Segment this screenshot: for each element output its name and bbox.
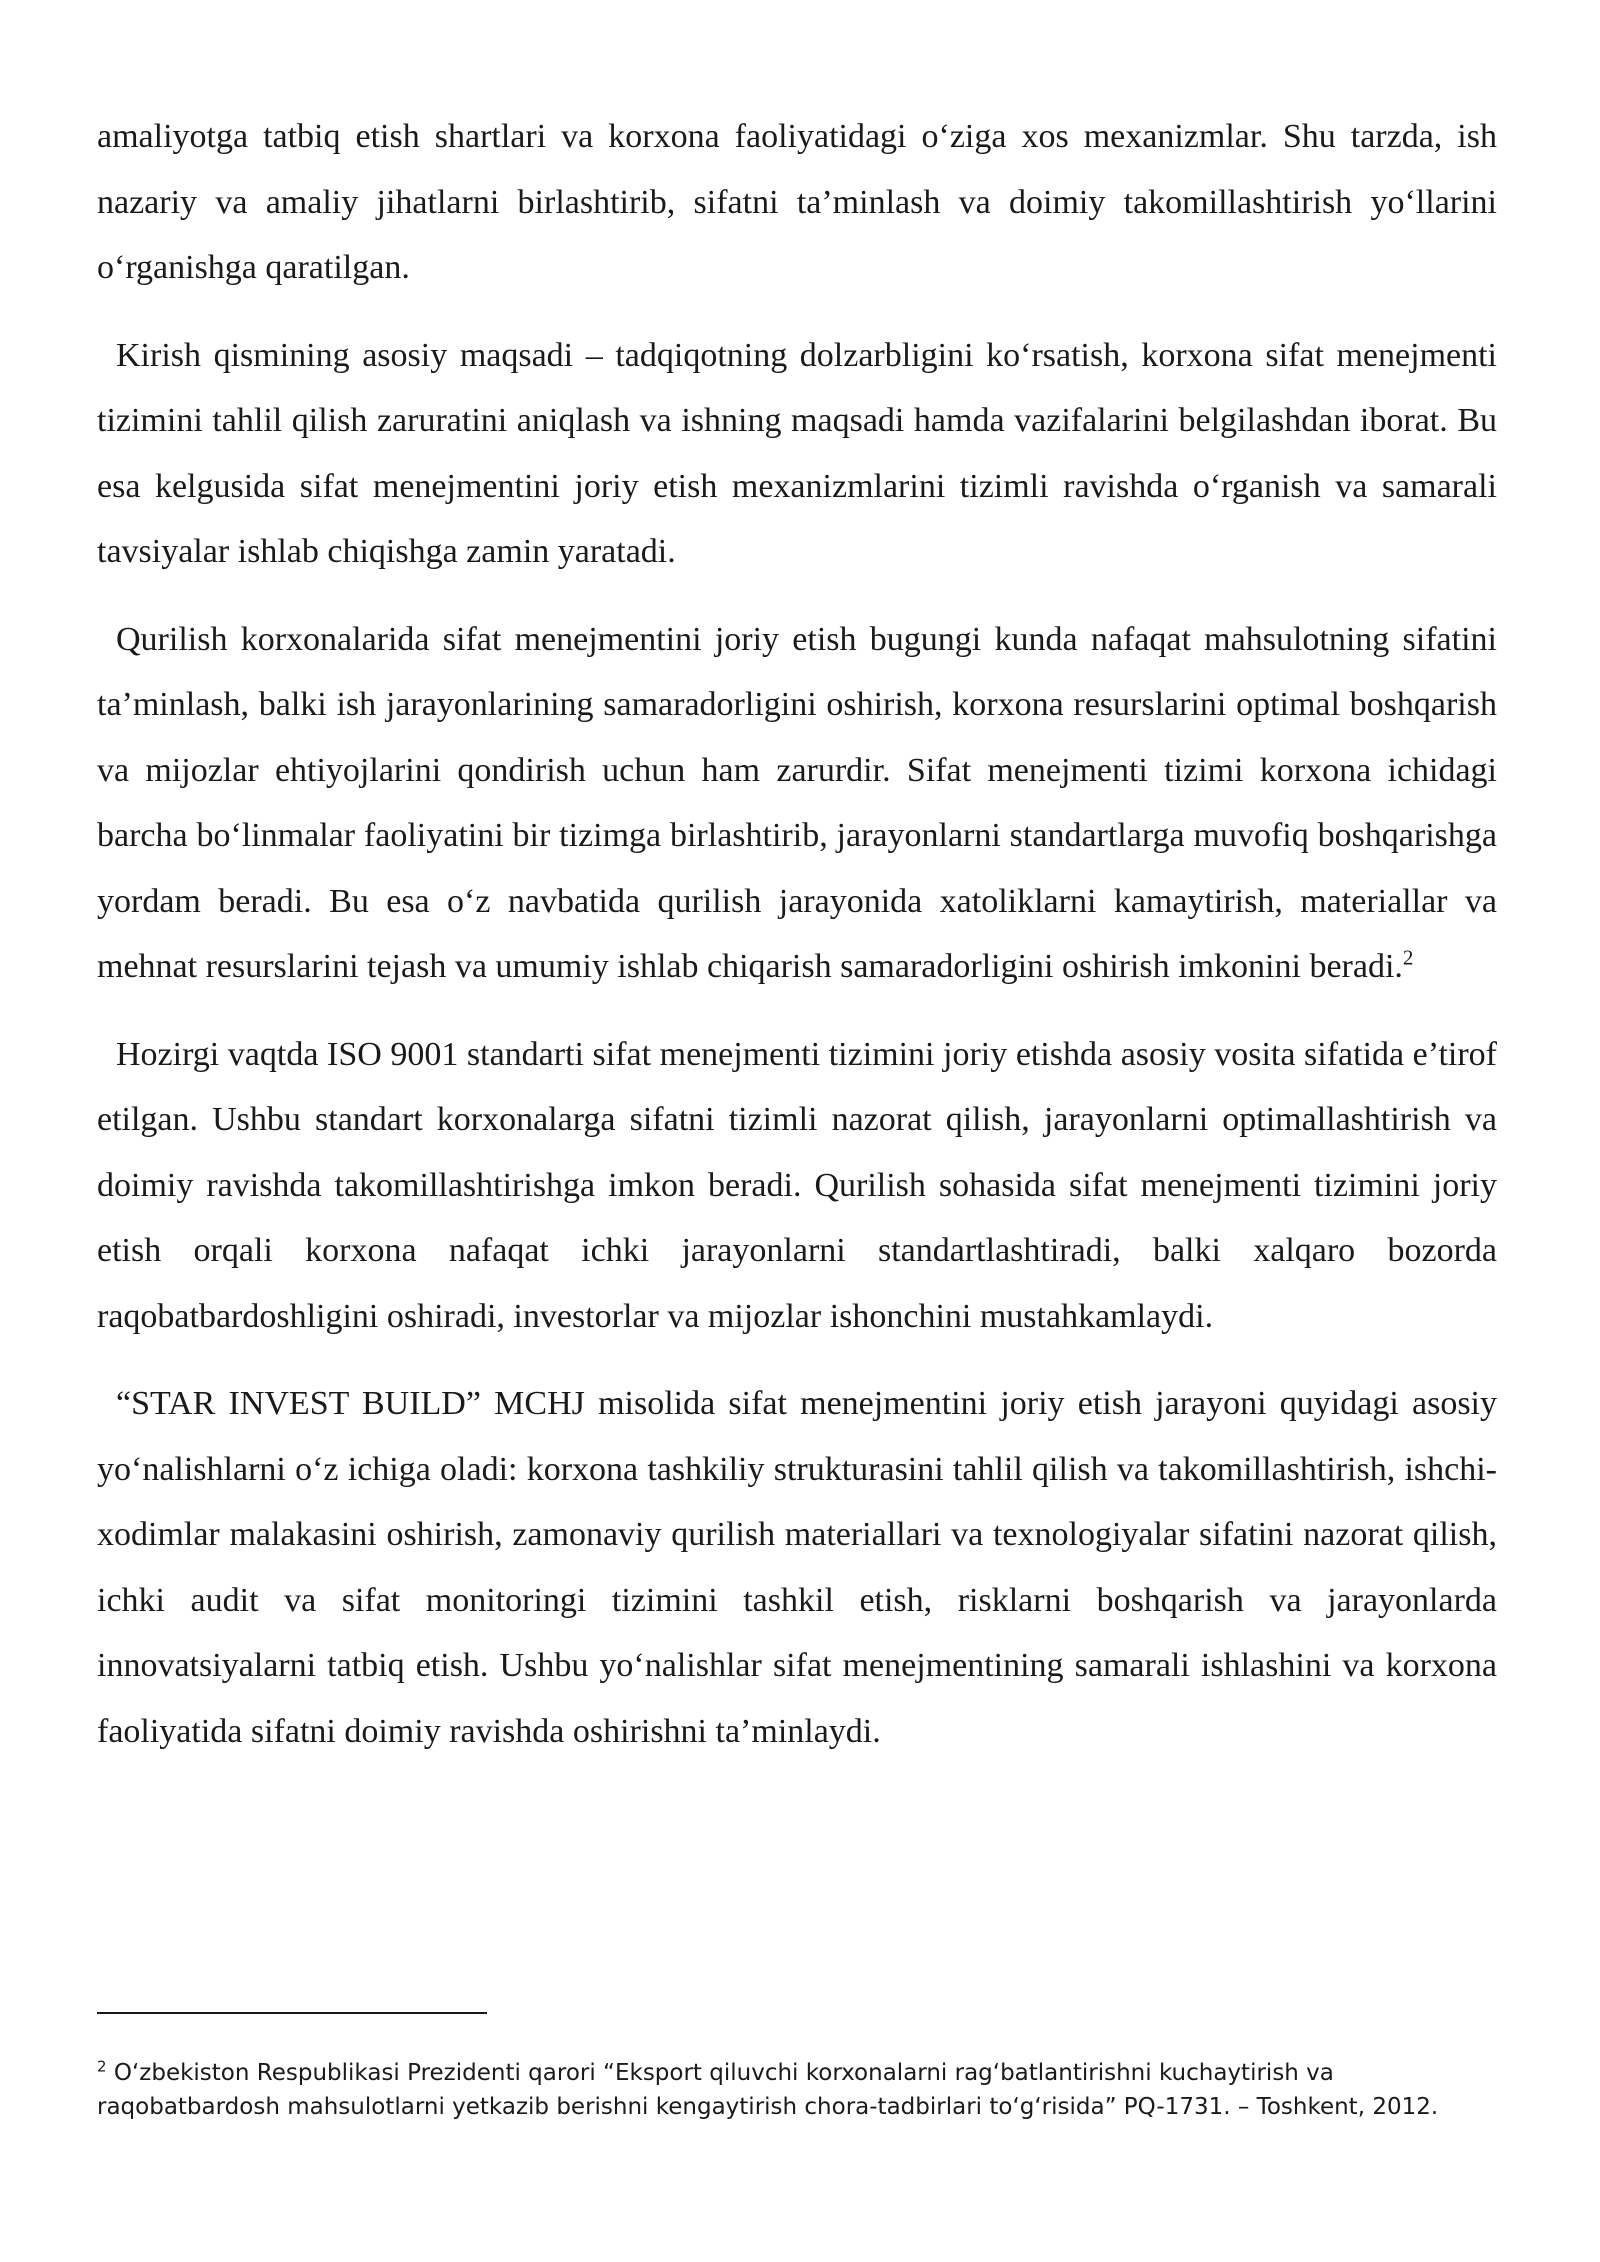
footnote-reference[interactable]: 2 [1402, 945, 1414, 970]
paragraph-4: Hozirgi vaqtda ISO 9001 standarti sifat menejmenti tizimini joriy etishda asosiy vosita sifatida e’tirof etilgan. Ushbu standart korxonalarga sifatni tizimli nazorat qilish, jarayonlarni optimallashtirish va doimiy ravishda takomillashtirishga imkon beradi. Qurilish sohasida sifat menejmenti tizimini joriy etish orqali korxona nafaqat ichki jarayonlarni standartlashtiradi, balki xalqaro bozorda raqobatbardoshligini oshiradi, investorlar va mijozlar ishonchini mustahkamlaydi. [97, 1035, 1497, 1335]
footnote-text: O‘zbekiston Respublikasi Prezidenti qarori “Eksport qiluvchi korxonalarni rag‘batlantirishni kuchaytirish va raqobatbardosh mahsulotlarni yetkazib berishni kengaytirish chora-tadbirlari to‘g‘risida” PQ-1731. – Toshkent, 2012. [97, 2060, 1439, 2120]
paragraph-3 [97, 607, 1497, 1000]
footnote-number: 2 [97, 2057, 107, 2076]
paragraph-2: Kirish qismining asosiy maqsadi – tadqiqotning dolzarbligini ko‘rsatish, korxona sifat menejmenti tizimini tahlil qilish zaruratini aniqlash va ishning maqsadi hamda vazifalarini belgilashdan iborat. Bu esa kelgusida sifat menejmentini joriy etish mexanizmlarini tizimli ravishda o‘rganish va samarali tavsiyalar ishlab chiqishga zamin yaratadi. [97, 336, 1497, 570]
footnote-separator [97, 2012, 487, 2014]
footnote [97, 2056, 1497, 2124]
document-body [97, 104, 1497, 1786]
paragraph-3-text: Qurilish korxonalarida sifat menejmentini joriy etish bugungi kunda nafaqat mahsulotning sifatini ta’minlash, balki ish jarayonlarining samaradorligini oshirish, korxona resurslarini optimal boshqarish va mijozlar ehtiyojlarini qondirish uchun ham zarurdir. Sifat menejmenti tizimi korxona ichidagi barcha bo‘linmalar faoliyatini bir tizimga birlashtirib, jarayonlarni standartlarga muvofiq boshqarishga yordam beradi. Bu esa o‘z navbatida qurilish jarayonida xatoliklarni kamaytirish, materiallar va mehnat resurslarini tejash va umumiy ishlab chiqarish samaradorligini oshirish imkonini beradi. [97, 620, 1497, 985]
paragraph-1: amaliyotga tatbiq etish shartlari va korxona faoliyatidagi o‘ziga xos mexanizmlar. Shu tarzda, ish nazariy va amaliy jihatlarni birlashtirib, sifatni ta’minlash va doimiy takomillashtirish yo‘llarini o‘rganishga qaratilgan. [97, 118, 1497, 286]
paragraph-5: “STAR INVEST BUILD” MCHJ misolida sifat menejmentini joriy etish jarayoni quyidagi asosiy yo‘nalishlarni o‘z ichiga oladi: korxona tashkiliy strukturasini tahlil qilish va takomillashtirish, ishchi-xodimlar malakasini oshirish, zamonaviy qurilish materiallari va texnologiyalar sifatini nazorat qilish, ichki audit va sifat monitoringi tizimini tashkil etish, risklarni boshqarish va jarayonlarda innovatsiyalarni tatbiq etish. Ushbu yo‘nalishlar sifat menejmentining samarali ishlashini va korxona faoliyatida sifatni doimiy ravishda oshirishni ta’minlaydi. [97, 1385, 1497, 1750]
